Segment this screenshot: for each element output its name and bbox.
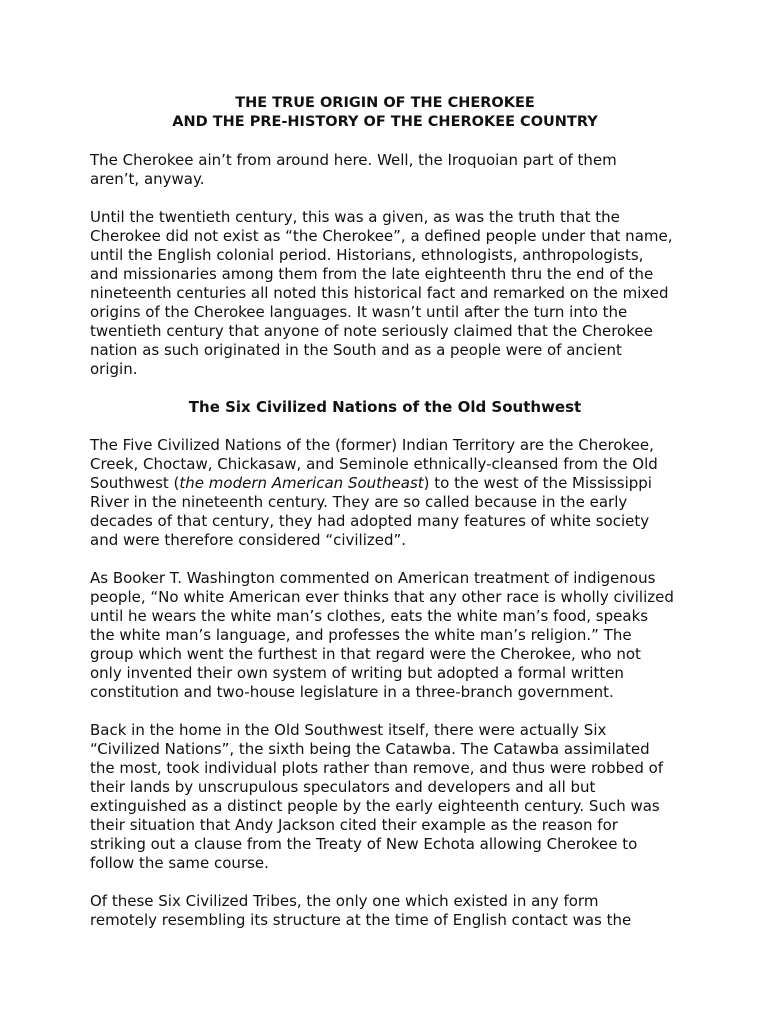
paragraph-6 [90,892,680,930]
paragraph-1 [90,151,680,189]
text-line: As Booker T. Washington commented on American treatment of indigenous [90,569,656,587]
text-line: The Five Civilized Nations of the (former) Indian Territory are the Cherokee, [90,436,654,454]
title-line-2: AND THE PRE-HISTORY OF THE CHEROKEE COUNTRY [172,114,598,130]
text-line: their lands by unscrupulous speculators and developers and all but [90,778,596,796]
text-line: nineteenth centuries all noted this historical fact and remarked on the mixed [90,284,669,302]
text-fragment: Southwest ( [90,474,180,492]
text-line: remotely resembling its structure at the time of English contact was the [90,911,632,929]
text-line: Of these Six Civilized Tribes, the only one which existed in any form [90,892,599,910]
text-line: striking out a clause from the Treaty of New Echota allowing Cherokee to [90,835,638,853]
text-line [90,474,680,493]
text-line: people, “No white American ever thinks that any other race is wholly civilized [90,588,674,606]
section-heading: The Six Civilized Nations of the Old Southwest [188,398,582,416]
title-line-1: THE TRUE ORIGIN OF THE CHEROKEE [235,95,535,111]
text-line: origin. [90,360,138,378]
text-fragment: ) to the west of the Mississippi [423,474,652,492]
text-line: Until the twentieth century, this was a given, as was the truth that the [90,208,620,226]
text-line: The Cherokee ain’t from around here. Well, the Iroquoian part of them [90,151,617,169]
text-line: twentieth century that anyone of note seriously claimed that the Cherokee [90,322,653,340]
text-line: the most, took individual plots rather than remove, and thus were robbed of [90,759,664,777]
paragraph-4 [90,569,680,702]
text-line: their situation that Andy Jackson cited their example as the reason for [90,816,618,834]
text-line: Cherokee did not exist as “the Cherokee”, a defined people under that name, [90,227,673,245]
text-line: constitution and two-house legislature in a three-branch government. [90,683,614,701]
text-line: and were therefore considered “civilized”. [90,531,407,549]
text-line: “Civilized Nations”, the sixth being the Catawba. The Catawba assimilated [90,740,650,758]
text-line: River in the nineteenth century. They are so called because in the early [90,493,628,511]
text-line: only invented their own system of writing but adopted a formal written [90,664,624,682]
text-line: until the English colonial period. Historians, ethnologists, anthropologists, [90,246,644,264]
text-line: until he wears the white man’s clothes, eats the white man’s food, speaks [90,607,649,625]
paragraph-2 [90,208,680,379]
text-line: the white man’s language, and professes the white man’s religion.” The [90,626,632,644]
text-line: Creek, Choctaw, Chickasaw, and Seminole ethnically-cleansed from the Old [90,455,658,473]
text-line: extinguished as a distinct people by the early eighteenth century. Such was [90,797,660,815]
text-line: origins of the Cherokee languages. It wasn’t until after the turn into the [90,303,628,321]
document-title [90,94,680,132]
text-line: follow the same course. [90,854,269,872]
text-line: and missionaries among them from the late eighteenth thru the end of the [90,265,654,283]
text-line: aren’t, anyway. [90,170,205,188]
italic-phrase: the modern American Southeast [179,474,424,492]
paragraph-5 [90,721,680,873]
text-line: decades of that century, they had adopted many features of white society [90,512,650,530]
text-line: nation as such originated in the South and as a people were of ancient [90,341,622,359]
text-line: Back in the home in the Old Southwest itself, there were actually Six [90,721,607,739]
paragraph-3 [90,436,680,550]
text-line: group which went the furthest in that regard were the Cherokee, who not [90,645,641,663]
